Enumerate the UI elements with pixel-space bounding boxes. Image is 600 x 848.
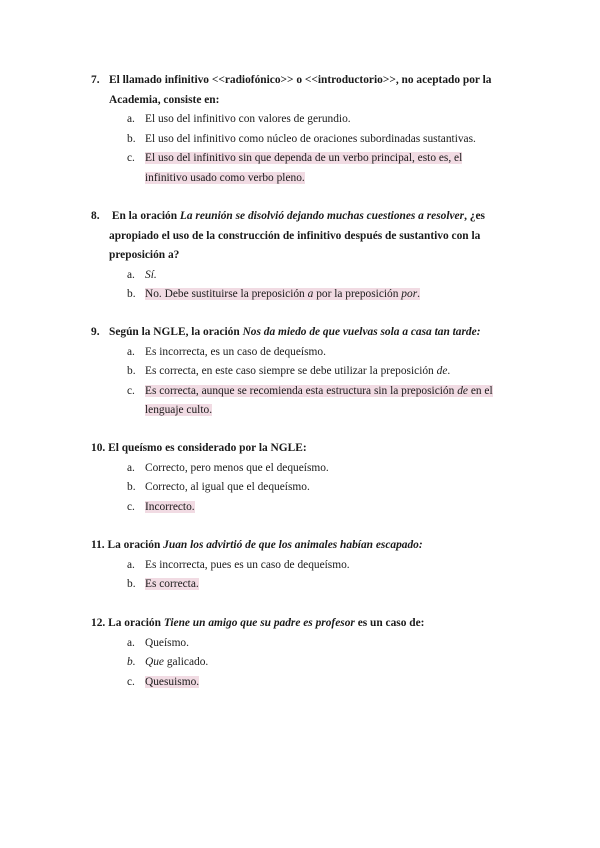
option-a: a. Es incorrecta, pues es un caso de dequeísmo. [127,558,350,571]
option-a: a. Es incorrecta, es un caso de dequeísmo. [127,345,326,358]
option-b: b. Es correcta, en este caso siempre se debe utilizar la preposición de. [127,365,451,378]
question-9-title: 9. Según la NGLE, la oración Nos da miedo de que vuelvas sola a casa tan tarde: [91,326,481,338]
answer-options [91,343,531,421]
example-sentence: La reunión se disolvió dejando muchas cuestiones a resolver [179,210,465,222]
question-12-title: 12. La oración Tiene un amigo que su padre es profesor es un caso de: [91,617,425,629]
question-8 [91,207,531,305]
answer-options [91,556,531,595]
option-c-correct: c. El uso del infinitivo sin que dependa de un verbo principal, esto es, el infinitivo usado como verbo pleno. [127,152,463,184]
option-b-correct: b. No. Debe sustituirse la preposición a por la preposición por. [127,288,420,301]
highlighted-answer: No. Debe sustituirse la preposición a por la preposición por. [145,288,420,301]
answer-options [91,459,531,518]
highlighted-answer: El uso del infinitivo sin que dependa de un verbo principal, esto es, el [145,152,463,165]
example-sentence: Juan los advirtió de que los animales habían escapado: [163,539,423,551]
option-c-correct: c. Es correcta, aunque se recomienda esta estructura sin la preposición de en el lenguaje culto. [127,384,493,417]
option-c-correct: c. Quesuismo. [127,675,200,688]
question-11-title: 11. La oración Juan los advirtió de que los animales habían escapado: [91,539,423,551]
question-number: 7. [91,74,100,86]
option-a: a. Queísmo. [127,636,189,649]
question-7 [91,71,531,189]
question-8-title: 8. En la oración La reunión se disolvió dejando muchas cuestiones a resolver, ¿es apropiado el uso de la construcción de infinitivo después de sustantivo con la preposición a? [91,210,485,262]
option-b: b. Correcto, al igual que el dequeísmo. [127,481,310,494]
option-b: b. Que galicado. [127,656,209,669]
question-12 [91,614,531,692]
answer-options [91,266,531,305]
option-a: a. Correcto, pero menos que el dequeísmo. [127,461,329,474]
question-11 [91,536,531,595]
question-10 [91,439,531,517]
highlighted-answer: Quesuismo. [145,675,200,688]
highlighted-answer: Es correcta. [145,578,199,591]
option-b: b. El uso del infinitivo como núcleo de oraciones subordinadas sustantivas. [127,132,476,145]
question-7-title: 7. El llamado infinitivo <<radiofónico>> o <<introductorio>>, no aceptado por la Academia, consiste en: [91,71,531,110]
option-a: a. El uso del infinitivo con valores de gerundio. [127,113,351,126]
highlighted-answer: Incorrecto. [145,500,195,513]
option-a: a. Sí. [127,268,157,281]
answer-options [91,634,531,693]
option-c-correct: c. Incorrecto. [127,500,195,513]
example-sentence: Tiene un amigo que su padre es profesor [163,617,355,629]
question-9 [91,323,531,421]
highlighted-answer: Es correcta, aunque se recomienda esta estructura sin la preposición de en el [145,384,493,397]
example-sentence: Nos da miedo de que vuelvas sola a casa tan tarde: [242,326,481,338]
answer-options [91,110,531,188]
question-10-title: 10. El queísmo es considerado por la NGLE: [91,442,307,454]
option-b-correct: b. Es correcta. [127,578,199,591]
